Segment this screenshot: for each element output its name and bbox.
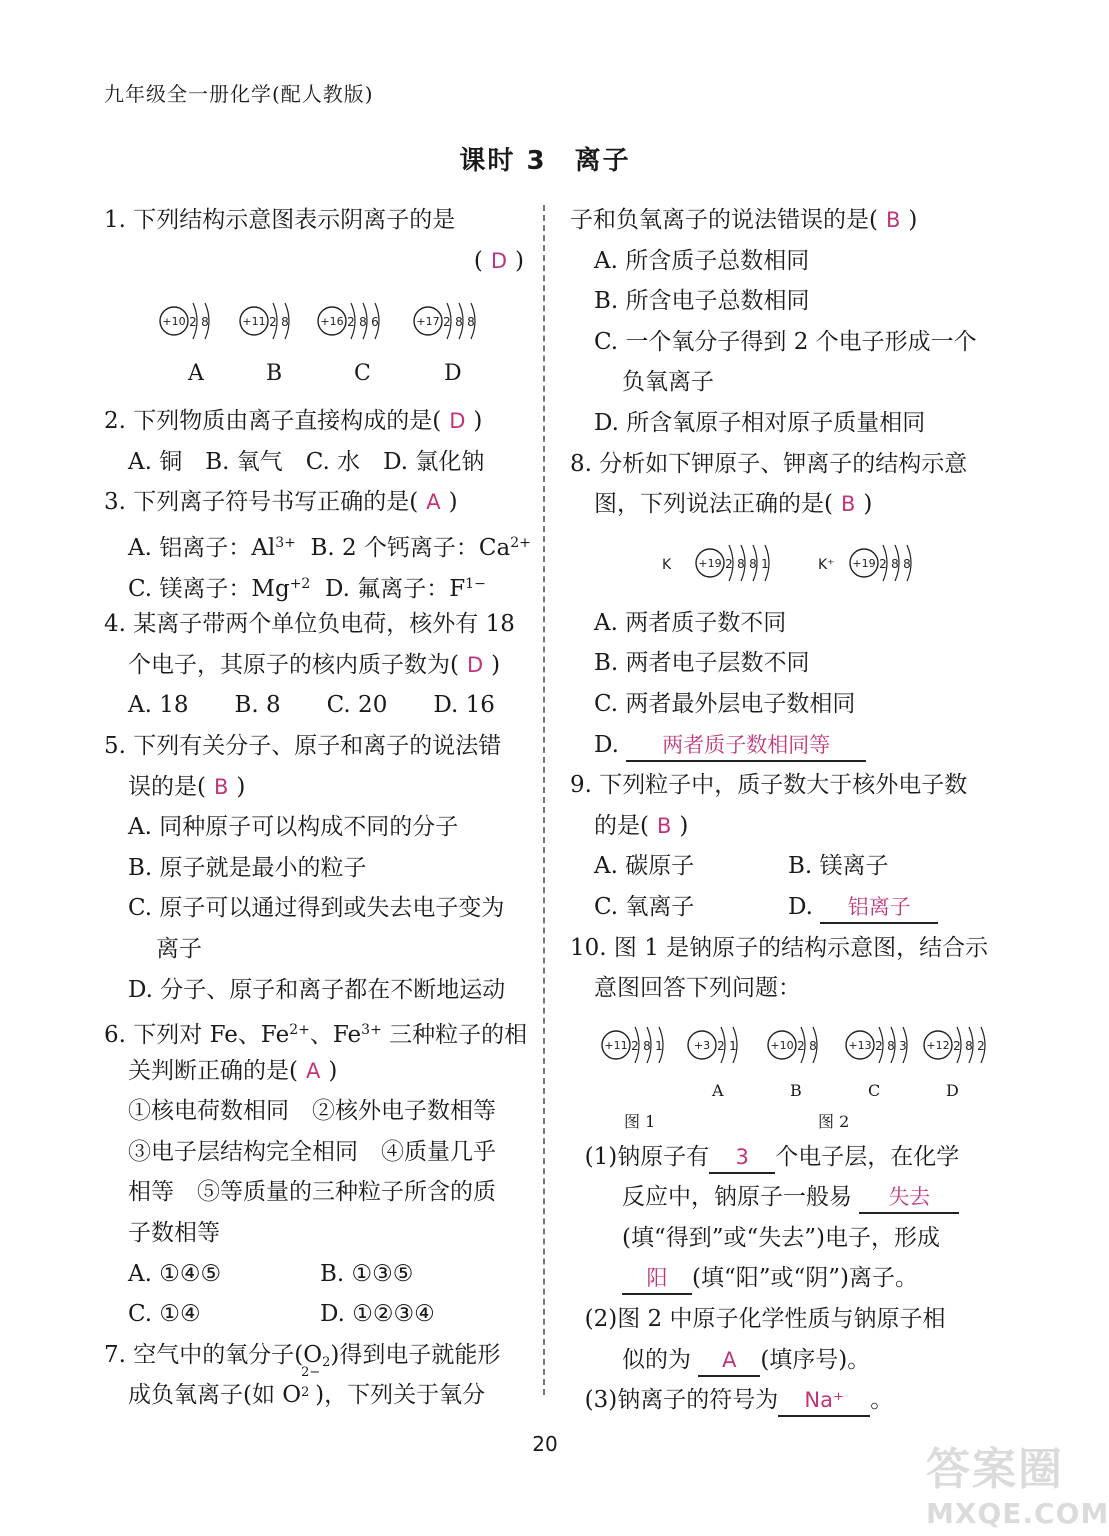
q1-diagram-labels <box>104 361 524 401</box>
k-atom-shell-count-4: 1 <box>761 556 769 571</box>
k-ion-label: K⁺ <box>818 556 835 573</box>
q7-option-a: A. 所含质子总数相同 <box>594 247 810 274</box>
q10-fig2-atom-b-shell-count-2: 8 <box>809 1038 817 1053</box>
q3-options-ab: A. 铝离子：$Al^{3+}$ B. 2 个钙离子：$Ca^{2+}$ <box>128 534 531 561</box>
q1-atom-a-charge: +10 <box>162 315 186 329</box>
q10-fig2-atom-c-shell-count-3: 3 <box>899 1038 907 1053</box>
q7-line2: 成负氧离子(如 O 2− 2 )，下列关于氧分 <box>128 1365 486 1409</box>
q1-atom-b-shell-count-2: 8 <box>281 315 289 330</box>
q10-fig2-atom-b-charge: +10 <box>770 1038 794 1052</box>
q3-options-cd: C. 镁离子：$Mg^{+2}$ D. 氟离子：$F^{1-}$ <box>128 575 486 602</box>
q7-option-b: B. 所含电子总数相同 <box>594 288 810 315</box>
q10-fig1-atom <box>602 1027 663 1063</box>
q1-atom-d-charge: +17 <box>416 315 440 329</box>
fig2-caption: 图 2 <box>818 1111 850 1131</box>
q10-fig1-atom-shell-count-1: 2 <box>631 1038 639 1053</box>
q5-option-b: B. 原子就是最小的粒子 <box>128 854 367 881</box>
q6-line1: 6. 下列对 Fe、$Fe^{2+}$、$Fe^{3+}$ 三种粒子的相 <box>104 1022 528 1049</box>
q1-atom-b <box>240 303 289 339</box>
q10-fig2-atom-b-shell-count-1: 2 <box>797 1038 805 1053</box>
k-atom-label: K <box>662 556 672 573</box>
q9-line1: 9. 下列粒子中，质子数大于核外电子数 <box>570 772 968 799</box>
q10-part1-line1: (1)钠原子有 3 个电子层，在化学 <box>570 1137 995 1178</box>
q10-fig1-atom-shell-count-3: 1 <box>655 1038 663 1053</box>
q3-answer: A <box>426 490 441 515</box>
q1-atom-b-shell-count-1: 2 <box>269 315 277 330</box>
q7-option-d: D. 所含氧原子相对原子质量相同 <box>594 409 926 436</box>
q10-fig2-atom-b <box>768 1027 817 1063</box>
q8-option-d-answer: 两者质子数相同等 <box>662 732 831 757</box>
q10-fig1-atom-shell-count-2: 8 <box>643 1038 651 1053</box>
q10-fig2-atom-d <box>924 1027 985 1063</box>
q1-answer: D <box>490 248 508 273</box>
q10-answer-3: 阳 <box>646 1266 668 1291</box>
q2-answer: D <box>449 409 466 434</box>
q10-label-d: D <box>946 1080 959 1100</box>
k-atom-charge: +19 <box>698 556 722 570</box>
q4-line1: 4. 某离子带两个单位负电荷，核外有 18 <box>104 611 515 638</box>
k-atom-shell-count-1: 2 <box>725 556 733 571</box>
q5-option-c-cont: 离子 <box>156 935 202 962</box>
q10-answer-5: Na⁺ <box>804 1388 845 1413</box>
k-atom <box>696 545 769 581</box>
book-header: 九年级全一册化学(配人教版) <box>104 82 374 106</box>
q1-atom-diagrams-svg <box>104 281 524 361</box>
q10-answer-2: 失去 <box>888 1185 931 1210</box>
q1-atom-diagrams <box>104 281 524 361</box>
q8-option-d: D. 两者质子数相同等 <box>570 725 995 766</box>
q10-fig2-atom-d-shell-count-1: 2 <box>953 1038 961 1053</box>
q8-atom-diagrams <box>570 525 995 603</box>
q1-atom-c-shell-count-2: 8 <box>359 315 367 330</box>
q10-part1-line3: (填“得到”或“失去”)电子，形成 <box>622 1224 940 1251</box>
q10-fig2-atom-c-charge: +13 <box>848 1038 872 1052</box>
q1-atom-c-shell-count-3: 6 <box>371 315 379 330</box>
q7-answer: B <box>885 208 901 232</box>
q2-stem: 2. 下列物质由离子直接构成的是( D ) <box>104 408 483 435</box>
q10-diagram-labels <box>570 1081 995 1109</box>
q10-answer-1: 3 <box>735 1144 749 1169</box>
q9-options-cd: C. 氧离子 D. 铝离子 <box>570 887 995 928</box>
watermark-line2: MXQE.COM <box>926 1497 1109 1530</box>
q5-option-c: C. 原子可以通过得到或失去电子变为 <box>128 895 505 922</box>
q1-label-d: D <box>444 361 462 387</box>
q6-options-ab: A. ①④⑤ B. ①③⑤ <box>128 1260 414 1287</box>
q10-part1-line2: 反应中，钠原子一般易 失去 <box>570 1177 995 1218</box>
q7-line1: 7. 空气中的氧分子$(O_2)$得到电子就能形 <box>104 1341 501 1370</box>
q10-atom-diagrams-svg <box>570 1009 995 1081</box>
q10-figure-captions <box>570 1109 995 1137</box>
q1-atom-c-charge: +16 <box>320 315 344 329</box>
q1-label-b: B <box>266 361 283 387</box>
fig1-caption: 图 1 <box>624 1111 656 1131</box>
lesson-title: 课时 3 离子 <box>459 146 631 176</box>
q1-answer-line: ( D ) <box>473 247 524 274</box>
q10-fig2-atom-c <box>846 1027 907 1063</box>
q5-line1: 5. 下列有关分子、原子和离子的说法错 <box>104 732 502 759</box>
q10-part2-line1: (2)图 2 中原子化学性质与钠原子相 <box>584 1306 946 1333</box>
q10-fig2-atom-a <box>688 1027 737 1063</box>
q8-option-a: A. 两者质子数不同 <box>594 609 787 636</box>
q1-label-c: C <box>354 361 371 387</box>
right-column <box>570 200 995 1421</box>
q1-atom-d-shell-count-1: 2 <box>443 315 451 330</box>
q1-atom-d-shell-count-2: 8 <box>455 315 463 330</box>
q10-label-a: A <box>712 1080 724 1100</box>
left-column <box>104 200 531 1416</box>
q10-part3-line1: (3)钠离子的符号为 Na⁺ 。 <box>570 1380 995 1421</box>
q8-option-b: B. 两者电子层数不同 <box>594 650 810 677</box>
q6-line2: 关判断正确的是( A ) <box>128 1057 338 1084</box>
site-watermark <box>926 1433 1109 1530</box>
q10-fig1-atom-charge: +11 <box>604 1038 628 1052</box>
q1-stem: 1. 下列结构示意图表示阴离子的是 <box>104 207 456 233</box>
q5-option-d: D. 分子、原子和离子都在不断地运动 <box>128 976 506 1003</box>
q5-option-a: A. 同种原子可以构成不同的分子 <box>128 814 459 841</box>
k-ion-charge: +19 <box>852 556 876 570</box>
q10-fig2-atom-a-shell-count-2: 1 <box>729 1038 737 1053</box>
q1-atom-b-charge: +11 <box>242 315 266 329</box>
q10-fig2-atom-d-shell-count-3: 2 <box>977 1038 985 1053</box>
q5-line2: 误的是( B ) <box>128 773 246 800</box>
k-ion-shell-count-3: 8 <box>903 556 911 571</box>
q2-options: A. 铜 B. 氧气 C. 水 D. 氯化钠 <box>128 448 485 475</box>
q6-answer: A <box>305 1058 321 1083</box>
q1-atom-a-shell-count-1: 2 <box>189 315 197 330</box>
watermark-line1: 答案圈 <box>926 1444 1064 1495</box>
q6-statements-1: ①核电荷数相同 ②核外电子数相等 <box>128 1098 496 1125</box>
k-ion <box>850 545 911 581</box>
q6-statements-3: 相等 ⑤等质量的三种粒子所含的质 <box>128 1179 496 1206</box>
q10-fig2-atom-c-shell-count-2: 8 <box>887 1038 895 1053</box>
q10-atom-diagrams <box>570 1009 995 1081</box>
q10-part2-line2: 似的为 A (填序号)。 <box>570 1340 995 1381</box>
q7-line3: 子和负氧离子的说法错误的是( B ) <box>570 207 918 233</box>
q6-options-cd: C. ①④ D. ①②③④ <box>128 1301 435 1328</box>
q9-answer: B <box>656 813 672 838</box>
q8-line1: 8. 分析如下钾原子、钾离子的结构示意 <box>570 450 968 477</box>
q4-answer: D <box>466 652 484 677</box>
q10-fig2-atom-d-charge: +12 <box>926 1038 950 1052</box>
q9-options-ab: A. 碳原子 B. 镁离子 <box>594 853 889 880</box>
q10-label-c: C <box>868 1080 881 1100</box>
q10-fig2-atom-c-shell-count-1: 2 <box>875 1038 883 1053</box>
q1-atom-a-shell-count-2: 8 <box>201 315 209 330</box>
q1-atom-c <box>318 303 379 339</box>
q1-label-a: A <box>188 361 204 387</box>
q4-line2: 个电子，其原子的核内质子数为( D ) <box>128 651 501 678</box>
q10-line2: 意图回答下列问题： <box>594 975 801 1002</box>
q10-line1: 10. 图 1 是钠原子的结构示意图，结合示 <box>570 934 989 961</box>
q8-atom-diagrams-svg <box>570 525 995 603</box>
q8-option-c: C. 两者最外层电子数相同 <box>594 690 856 717</box>
q10-fig2-atom-d-shell-count-2: 8 <box>965 1038 973 1053</box>
q6-statements-4: 子数相等 <box>128 1220 220 1247</box>
page-number: 20 <box>532 1432 558 1456</box>
q4-options: A. 18 B. 8 C. 20 D. 16 <box>128 692 495 719</box>
q5-answer: B <box>213 774 229 799</box>
k-atom-shell-count-2: 8 <box>737 556 745 571</box>
q7-option-c-cont: 负氧离子 <box>622 369 714 396</box>
q9-option-d-answer: 铝离子 <box>847 894 911 919</box>
k-ion-shell-count-2: 8 <box>891 556 899 571</box>
q1-atom-d <box>414 303 475 339</box>
q10-part1-line4: 阳 (填“阳”或“阴”)离子。 <box>570 1258 995 1299</box>
q10-fig2-atom-a-shell-count-1: 2 <box>717 1038 725 1053</box>
q10-fig2-atom-a-charge: +3 <box>693 1038 711 1052</box>
q3-stem: 3. 下列离子符号书写正确的是( A ) <box>104 489 458 516</box>
q1-atom-c-shell-count-1: 2 <box>347 315 355 330</box>
q1-atom-d-shell-count-3: 8 <box>467 315 475 330</box>
q8-answer: B <box>840 492 856 517</box>
q10-answer-4: A <box>722 1347 737 1372</box>
q9-line2: 的是( B ) <box>594 812 689 839</box>
q10-label-b: B <box>790 1080 802 1100</box>
q7-option-c: C. 一个氧分子得到 2 个电子形成一个 <box>594 328 977 355</box>
k-atom-shell-count-3: 8 <box>749 556 757 571</box>
k-ion-shell-count-1: 2 <box>879 556 887 571</box>
q8-line2: 图，下列说法正确的是( B ) <box>594 491 873 518</box>
column-divider <box>543 205 545 1395</box>
q6-statements-2: ③电子层结构完全相同 ④质量几乎 <box>128 1138 496 1165</box>
q1-atom-a <box>160 303 209 339</box>
